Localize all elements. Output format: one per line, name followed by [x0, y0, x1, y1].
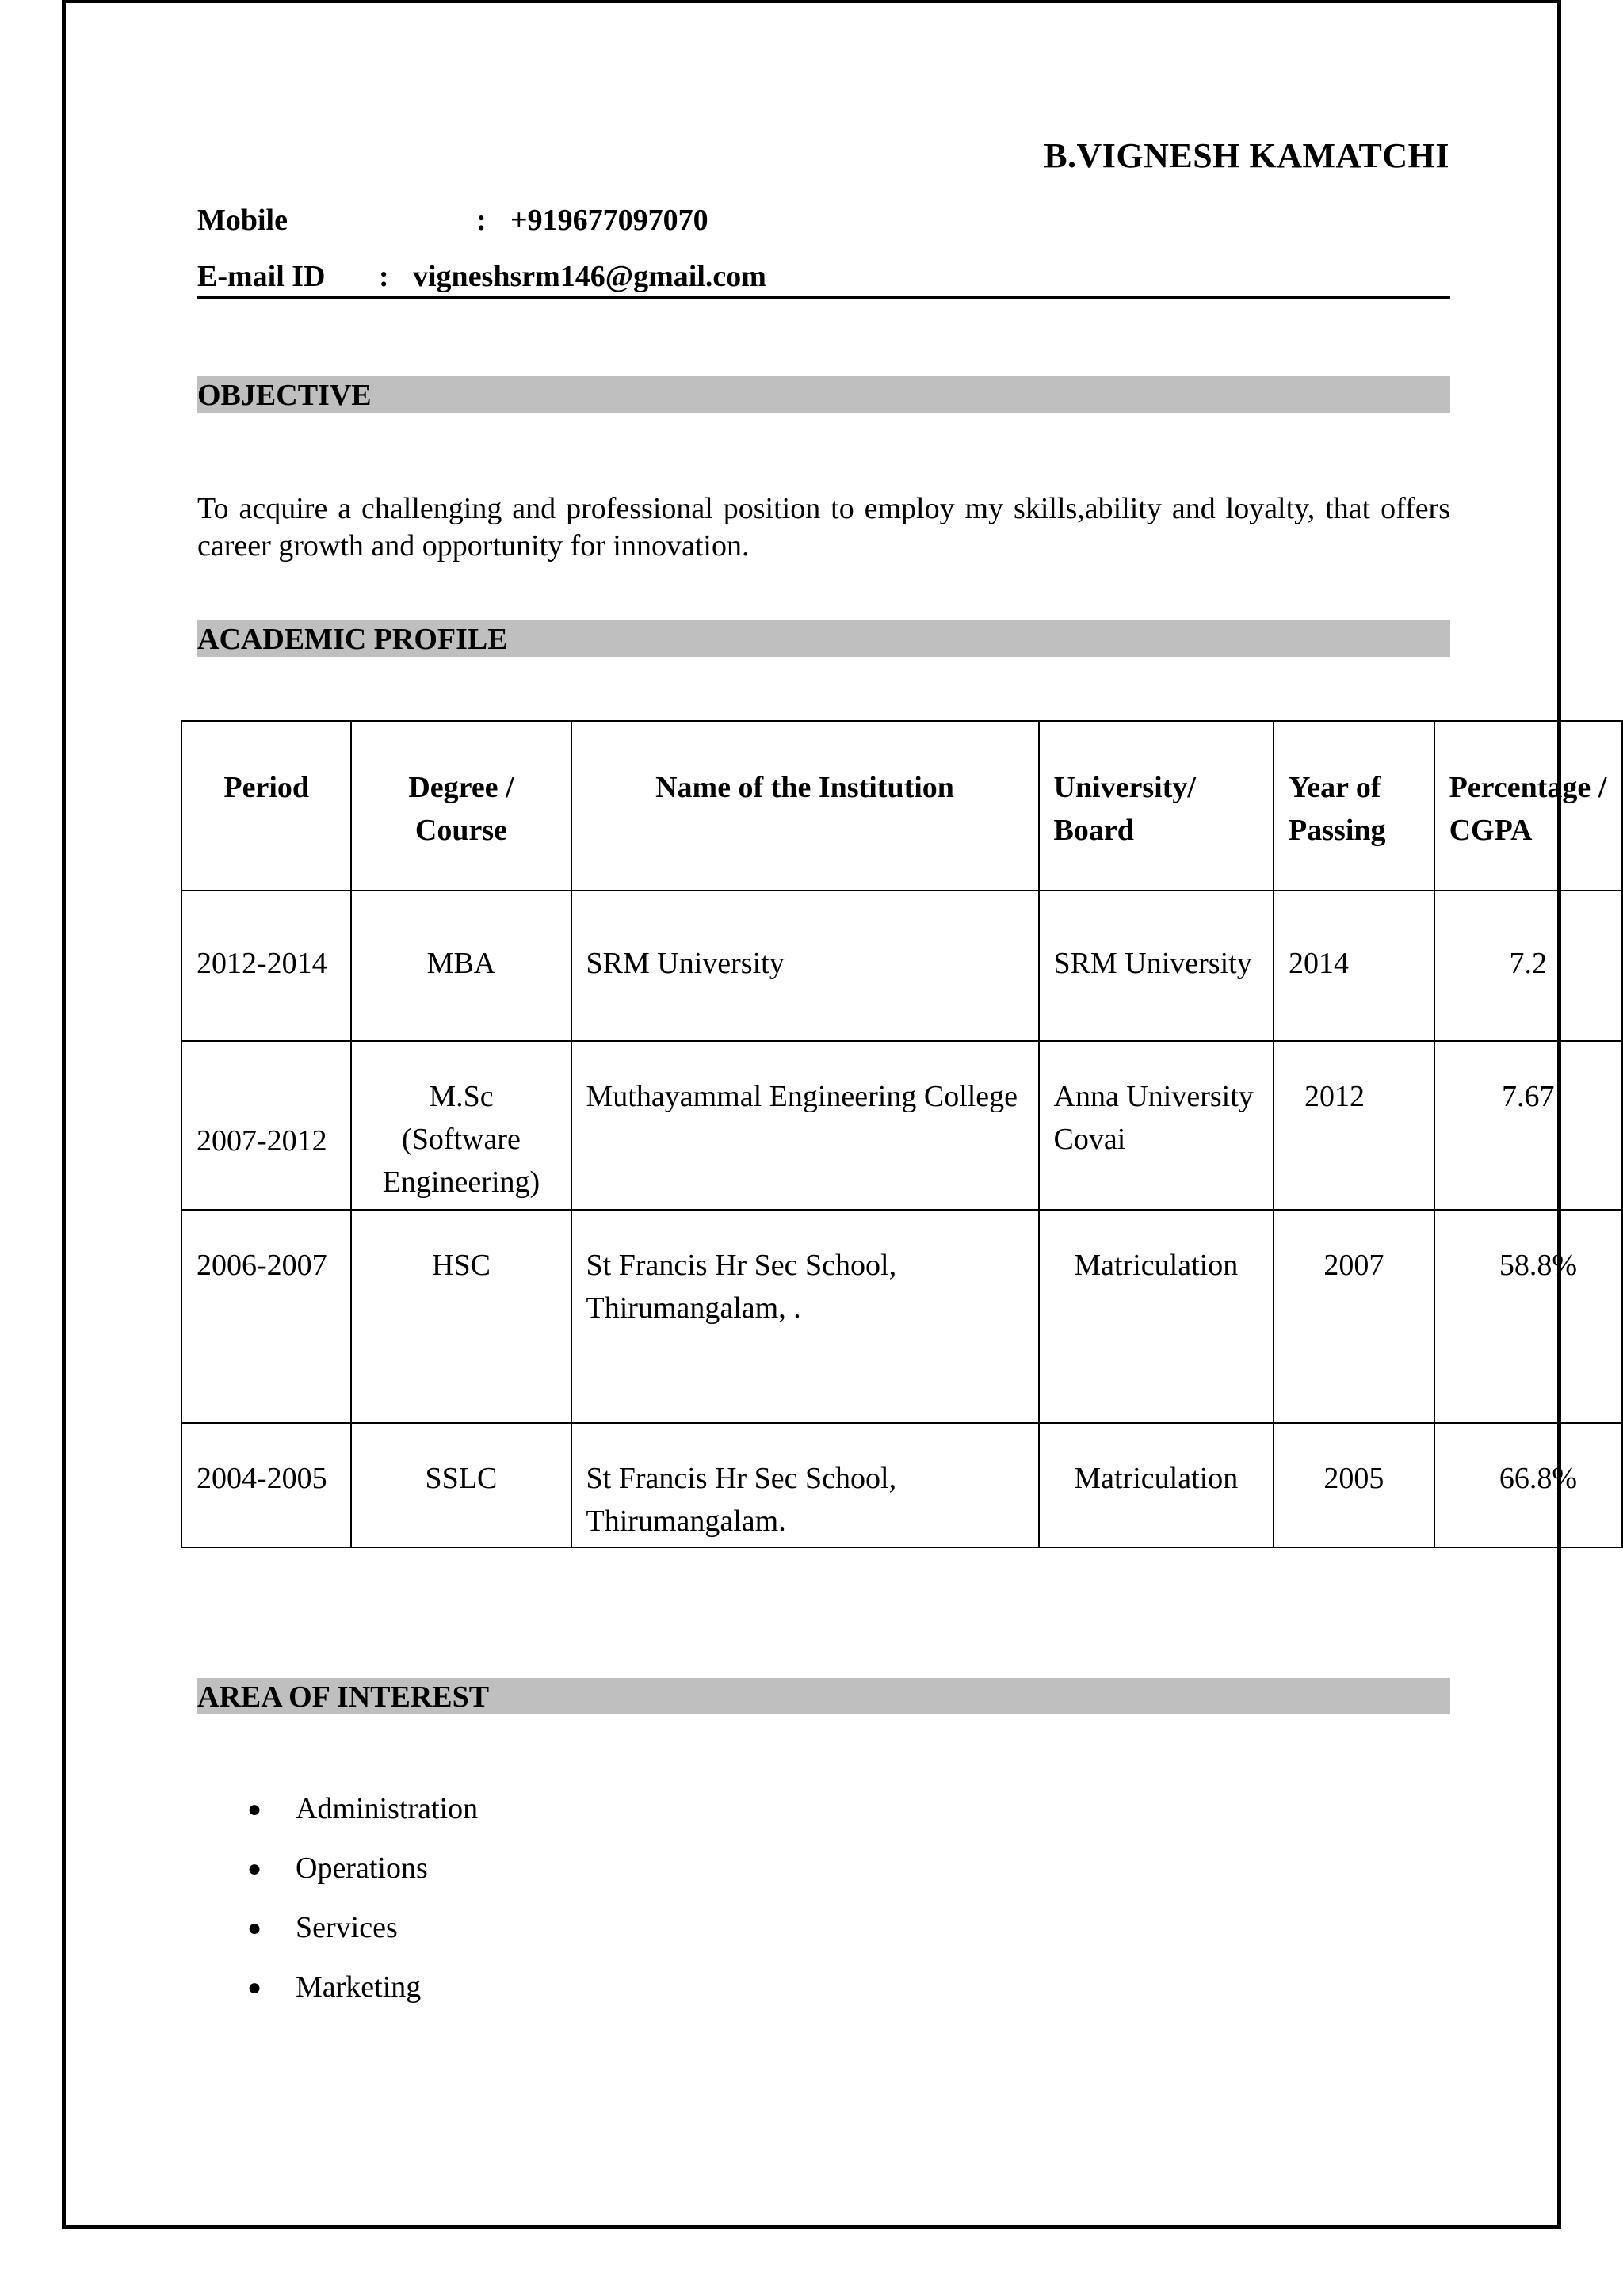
- institution-cell: SRM University: [571, 891, 1039, 1041]
- table-row: [181, 1041, 1622, 1210]
- column-header: Degree / Course: [351, 721, 571, 891]
- university-cell: Matriculation: [1039, 1423, 1274, 1547]
- percentage-cell: 7.2: [1434, 891, 1622, 1041]
- candidate-name: B.VIGNESH KAMATCHI: [1044, 136, 1449, 175]
- list-item: [197, 1779, 478, 1839]
- degree-cell: SSLC: [351, 1423, 571, 1547]
- bullet-icon: ●: [247, 1974, 262, 2000]
- bullet-icon: ●: [247, 1796, 262, 1822]
- period-cell: 2012-2014: [181, 891, 351, 1041]
- table-row: [181, 1210, 1622, 1423]
- column-header: Percentage / CGPA: [1434, 721, 1622, 891]
- interest-heading: [197, 1678, 1450, 1714]
- list-item: [197, 1958, 478, 2017]
- email-label: E-mail ID: [197, 260, 326, 293]
- degree-cell: MBA: [351, 891, 571, 1041]
- interest-list: [197, 1779, 478, 2017]
- interest-label: Operations: [296, 1852, 428, 1885]
- objective-heading: [197, 376, 1450, 413]
- percentage-cell: 66.8%: [1434, 1423, 1622, 1547]
- mobile-value: +919677097070: [510, 204, 708, 237]
- table-row: [181, 891, 1622, 1041]
- percentage-cell: 58.8%: [1434, 1210, 1622, 1423]
- year-cell: 2007: [1274, 1210, 1434, 1423]
- year-cell: 2005: [1274, 1423, 1434, 1547]
- interest-heading-label: AREA OF INTEREST: [197, 1680, 490, 1714]
- list-item: [197, 1898, 478, 1958]
- interest-label: Administration: [296, 1792, 479, 1825]
- year-cell: 2012: [1274, 1041, 1434, 1210]
- period-cell: 2007-2012: [181, 1041, 351, 1210]
- period-cell: 2004-2005: [181, 1423, 351, 1547]
- interest-label: Marketing: [296, 1970, 422, 2004]
- interest-label: Services: [296, 1911, 398, 1944]
- bullet-icon: ●: [247, 1855, 262, 1882]
- institution-cell: Muthayammal Engineering College: [571, 1041, 1039, 1210]
- table-row: [181, 1423, 1622, 1547]
- mobile-separator: :: [476, 204, 487, 237]
- institution-cell: [571, 1423, 1039, 1547]
- column-header: Name of the Institution: [571, 721, 1039, 891]
- institution-text: St Francis Hr Sec School, Thirumangalam.: [586, 1462, 897, 1538]
- academic-heading-label: ACADEMIC PROFILE: [197, 623, 508, 656]
- table-header-row: [181, 721, 1622, 891]
- academic-table: [181, 720, 1623, 1548]
- university-cell: Anna University Covai: [1039, 1041, 1274, 1210]
- academic-heading: [197, 620, 1450, 657]
- university-cell: Matriculation: [1039, 1210, 1274, 1423]
- mobile-label: Mobile: [197, 204, 288, 237]
- header-divider: [197, 296, 1450, 299]
- university-cell: SRM University: [1039, 891, 1274, 1041]
- column-header: University/ Board: [1039, 721, 1274, 891]
- email-value: vigneshsrm146@gmail.com: [413, 260, 766, 293]
- percentage-cell: 7.67: [1434, 1041, 1622, 1210]
- objective-text: To acquire a challenging and professional position to employ my skills,ability and loyalty, that offers career growth and opportunity for innovation.: [197, 492, 1450, 563]
- institution-cell: St Francis Hr Sec School, Thirumangalam, .: [571, 1210, 1039, 1423]
- column-header: Period: [181, 721, 351, 891]
- year-cell: 2014: [1274, 891, 1434, 1041]
- email-separator: :: [379, 260, 389, 293]
- degree-cell: HSC: [351, 1210, 571, 1423]
- column-header: Year of Passing: [1274, 721, 1434, 891]
- list-item: [197, 1839, 478, 1898]
- objective-heading-label: OBJECTIVE: [197, 379, 372, 412]
- period-cell: 2006-2007: [181, 1210, 351, 1423]
- bullet-icon: ●: [247, 1915, 262, 1941]
- degree-cell: M.Sc (Software Engineering): [351, 1041, 571, 1210]
